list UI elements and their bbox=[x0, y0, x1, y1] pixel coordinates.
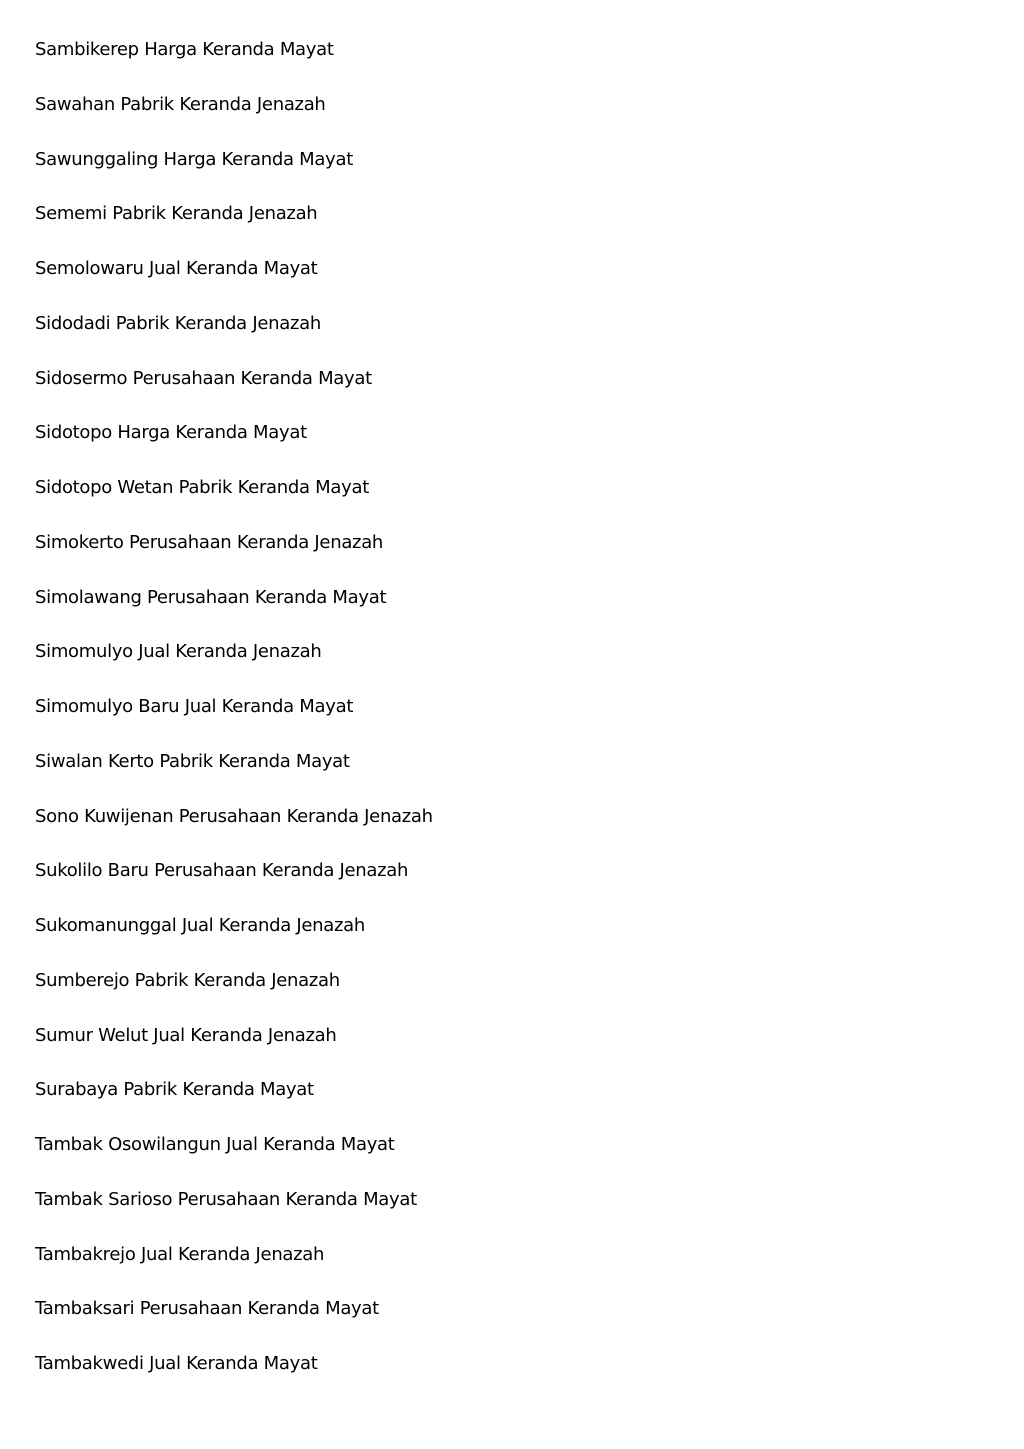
list-item: Sumberejo Pabrik Keranda Jenazah bbox=[35, 969, 340, 991]
list-item: Surabaya Pabrik Keranda Mayat bbox=[35, 1079, 314, 1101]
list-item: Sukomanunggal Jual Keranda Jenazah bbox=[35, 915, 365, 936]
list-item: Tambakrejo Jual Keranda Jenazah bbox=[35, 1243, 325, 1265]
location-list bbox=[35, 36, 433, 1405]
list-item: Sidodadi Pabrik Keranda Jenazah bbox=[35, 312, 321, 334]
list-item: Simomulyo Baru Jual Keranda Mayat bbox=[35, 696, 354, 717]
list-item: Sawunggaling Harga Keranda Mayat bbox=[35, 148, 353, 170]
list-item: Sono Kuwijenan Perusahaan Keranda Jenazah bbox=[35, 805, 433, 827]
list-item: Tambak Sarioso Perusahaan Keranda Mayat bbox=[35, 1188, 417, 1210]
list-item: Tambaksari Perusahaan Keranda Mayat bbox=[35, 1298, 379, 1320]
list-item: Sidotopo Harga Keranda Mayat bbox=[35, 422, 307, 444]
list-item: Sememi Pabrik Keranda Jenazah bbox=[35, 203, 318, 225]
list-item: Simolawang Perusahaan Keranda Mayat bbox=[35, 586, 387, 608]
list-item: Simokerto Perusahaan Keranda Jenazah bbox=[35, 531, 384, 553]
list-item: Tambak Osowilangun Jual Keranda Mayat bbox=[35, 1134, 395, 1155]
list-item: Tambakwedi Jual Keranda Mayat bbox=[35, 1353, 318, 1374]
list-item: Sawahan Pabrik Keranda Jenazah bbox=[35, 93, 326, 115]
list-item: Siwalan Kerto Pabrik Keranda Mayat bbox=[35, 750, 350, 772]
list-item: Sukolilo Baru Perusahaan Keranda Jenazah bbox=[35, 860, 409, 882]
list-item: Sambikerep Harga Keranda Mayat bbox=[35, 39, 334, 60]
list-item: Simomulyo Jual Keranda Jenazah bbox=[35, 641, 322, 663]
list-item: Sumur Welut Jual Keranda Jenazah bbox=[35, 1024, 337, 1046]
list-item: Sidosermo Perusahaan Keranda Mayat bbox=[35, 367, 372, 389]
list-item: Sidotopo Wetan Pabrik Keranda Mayat bbox=[35, 477, 369, 498]
list-item: Semolowaru Jual Keranda Mayat bbox=[35, 258, 318, 279]
